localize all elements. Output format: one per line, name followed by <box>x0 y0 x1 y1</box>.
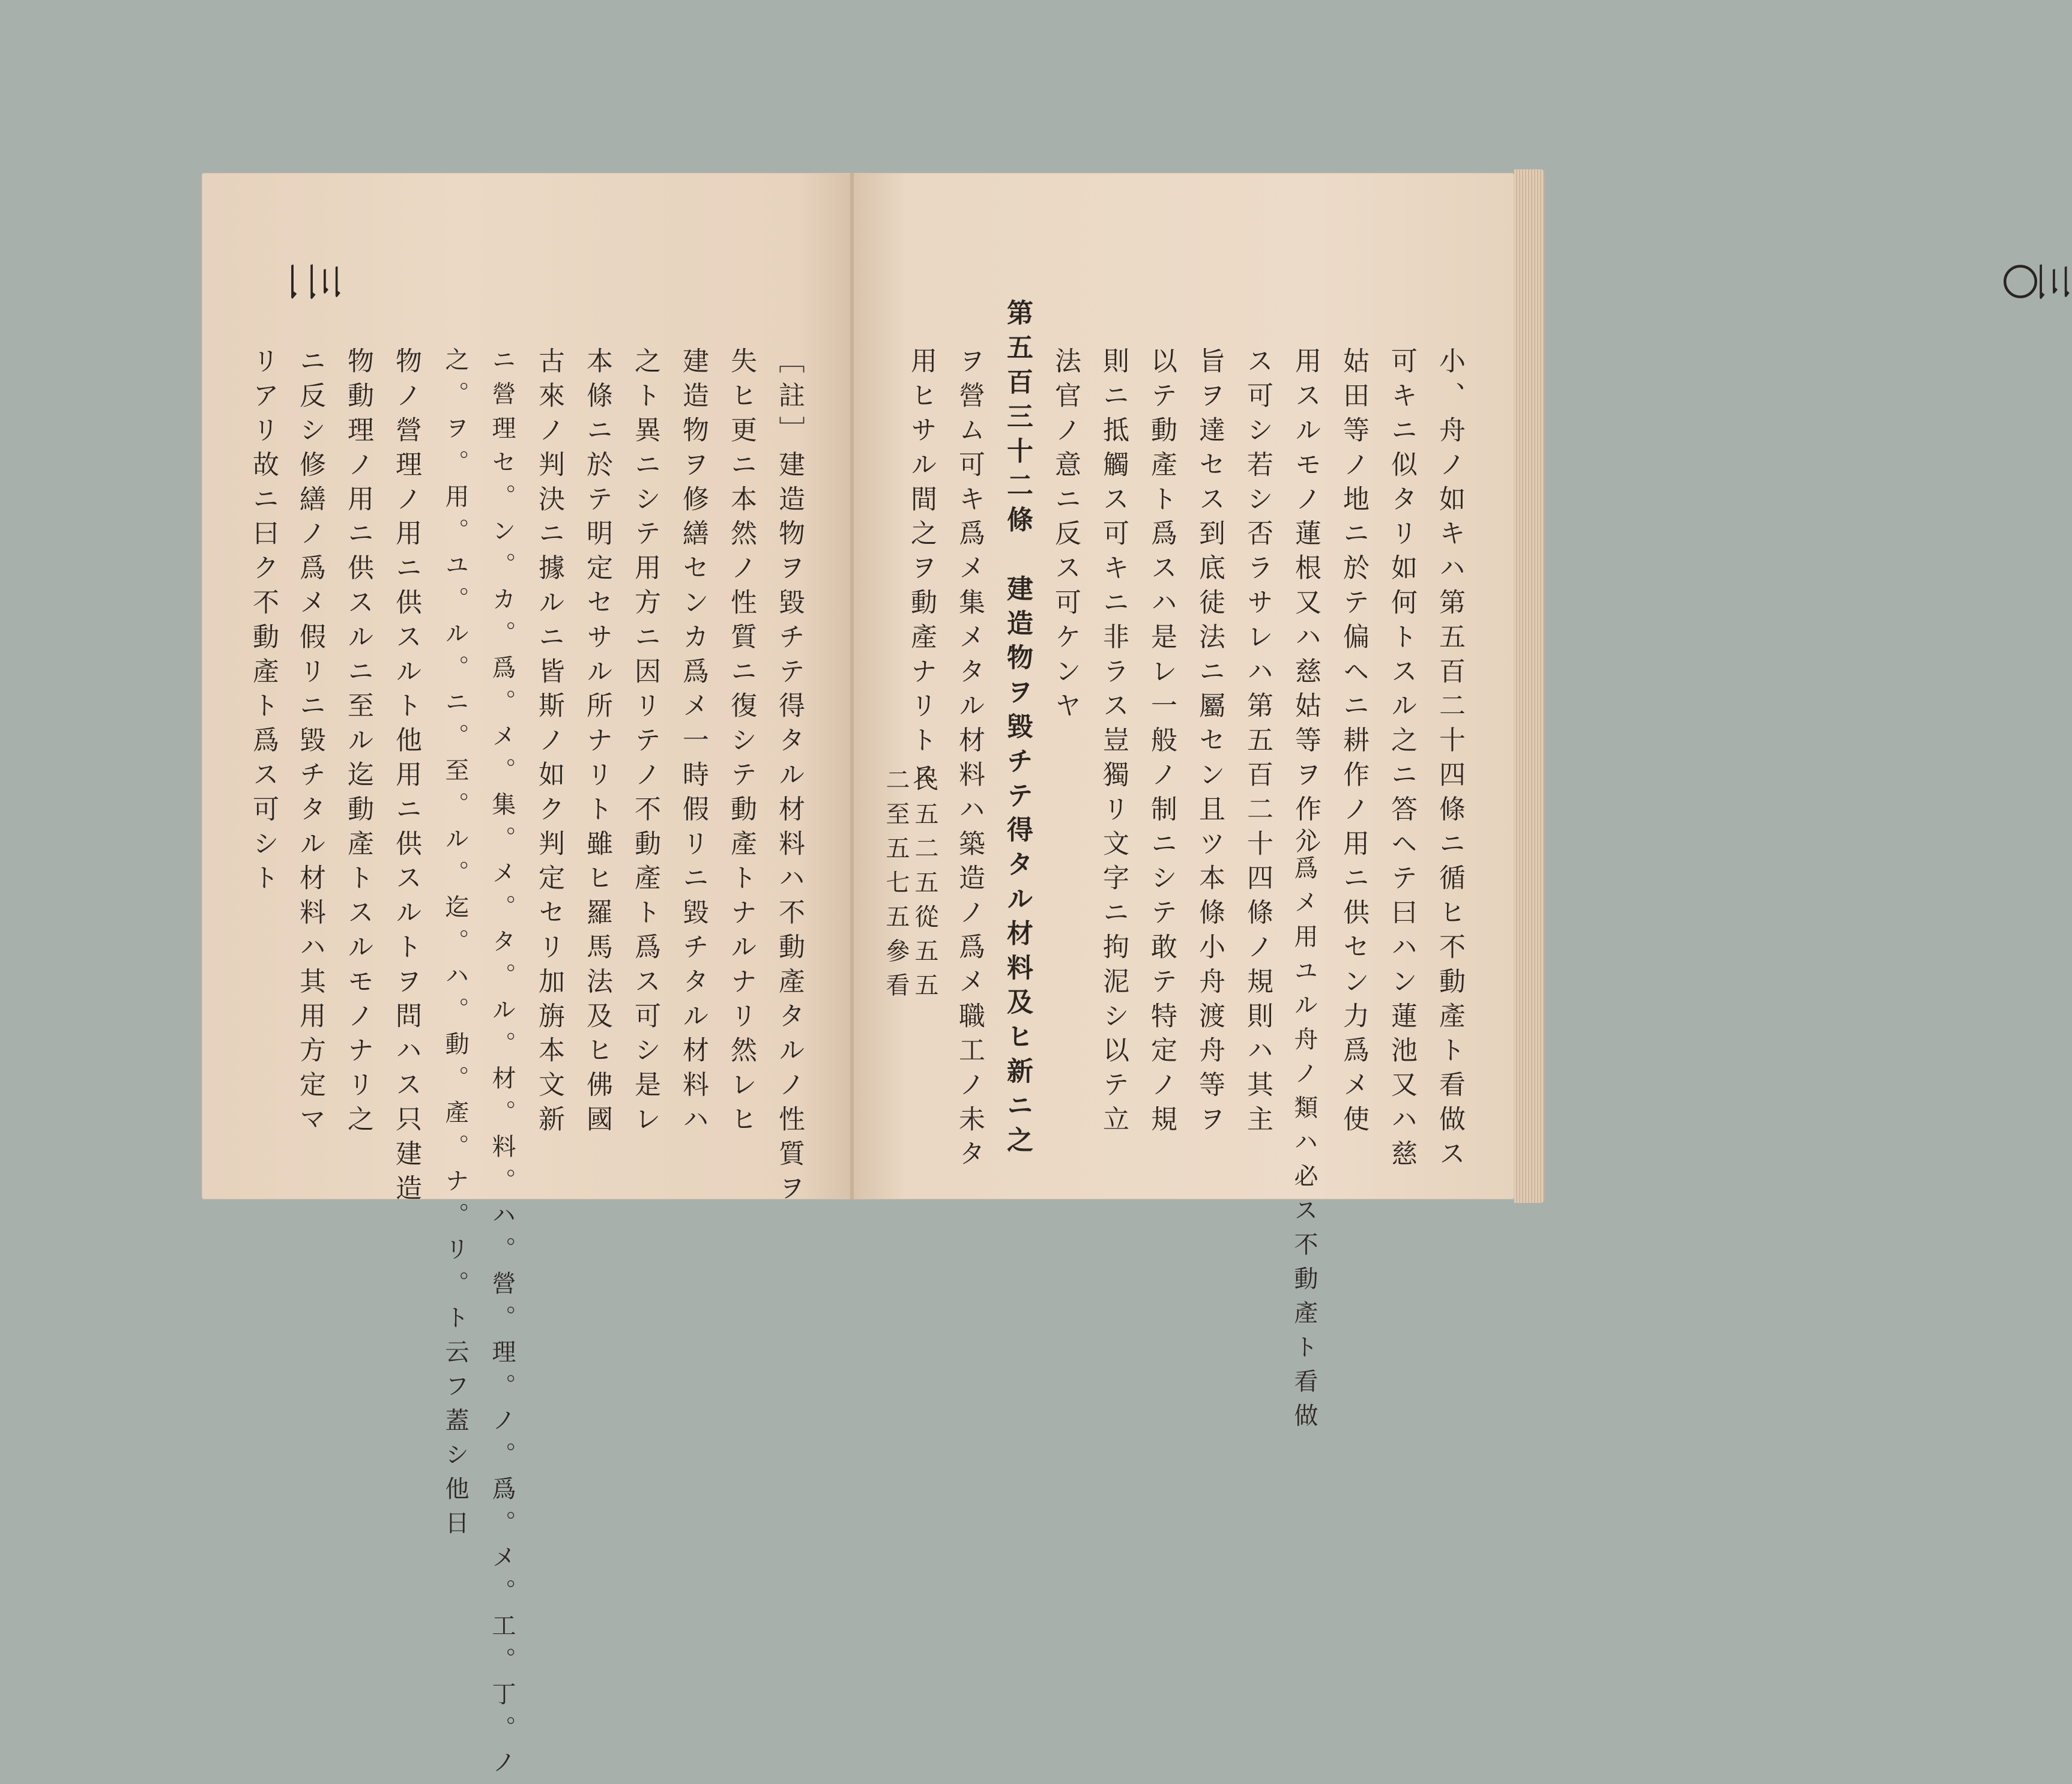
text-column: 小、舟ノ如キハ第五百二十四條ニ循ヒ不動產ト看做ス <box>1434 347 1465 1174</box>
text-column: 失ヒ更ニ本然ノ性質ニ復シテ動產トナルナリ然レヒ <box>726 347 757 1140</box>
right-page <box>854 173 2072 1437</box>
text-column: 以テ動產ト爲スハ是レ一般ノ制ニシテ敢テ特定ノ規 <box>1146 347 1177 1140</box>
text-column: ス可シ若シ否ラサレハ第五百二十四條ノ規則ハ其主 <box>1242 347 1273 1140</box>
text-column: 之ト異ニシテ用方ニ因リテノ不動產ト爲ス可シ是レ <box>630 347 660 1140</box>
text-column: 可キニ似タリ如何トスル之ニ答ヘテ曰ハン蓮池又ハ慈 <box>1386 347 1417 1174</box>
text-column: 則ニ抵觸ス可キニ非ラス豈獨リ文字ニ拘泥シ以テ立 <box>1098 347 1129 1140</box>
text-column: 物動理ノ用ニ供スルニ至ル迄動產トスルモノナリ之 <box>343 347 373 1140</box>
text-column: 物ノ營理ノ用ニ供スルト他用ニ供スルトヲ問ハス只建造 <box>391 347 421 1208</box>
text-column: 本條ニ於テ明定セサル所ナリト雖ヒ羅馬法及ヒ佛國 <box>582 347 612 1140</box>
text-column: 建造物ヲ修繕センカ爲メ一時假リニ毀チタル材料ハ <box>678 347 708 1140</box>
text-column: 古來ノ判決ニ據ルニ皆斯ノ如ク判定セリ加旃本文新 <box>534 347 564 1140</box>
text-column: ［註］建造物ヲ毀チテ得タル材料ハ不動產タルノ性質ヲ <box>774 347 805 1208</box>
text-column: 用ヒサル間之ヲ動產ナリトス <box>906 347 937 795</box>
text-column: 旨ヲ達セス到底徒法ニ屬セン且ツ本條小舟渡舟等ヲ <box>1194 347 1225 1140</box>
text-column: リアリ故ニ曰ク不動產ト爲ス可シト <box>248 347 279 899</box>
open-book <box>202 162 2072 1784</box>
page-number-left: 三一 <box>276 258 343 300</box>
reference-note: 民五二五從五五 <box>911 767 938 1007</box>
text-column: 姑田等ノ地ニ於テ偏ヘニ耕作ノ用ニ供セン力爲メ使 <box>1338 347 1369 1140</box>
text-column: 法官ノ意ニ反ス可ケンヤ <box>1050 347 1081 726</box>
text-column: 之。ヲ。用。ユ。ル。ニ。至。ル。迄。ハ。動。產。ナ。リ。ト云フ蓋シ他日 <box>441 347 469 1544</box>
text-column: 用スルモノ蓮根又ハ慈姑等ヲ作ル <box>1290 347 1321 864</box>
reference-note: 二至五七五參看 <box>882 767 910 1007</box>
page-number-right: 三〇 <box>2005 258 2072 300</box>
text-column-inset: ハ爲メ用ユル舟ノ類ハ必ス不動產ト看做 <box>1290 821 1318 1437</box>
left-page <box>202 173 850 1784</box>
text-column: ヲ營ム可キ爲メ集メタル材料ハ築造ノ爲メ職工ノ未タ <box>954 347 985 1174</box>
page-edges <box>1514 169 1544 1203</box>
text-column: ニ營理セ。ン。カ。爲。メ。集。メ。タ。ル。材。料。ハ。營。理。ノ。爲。メ。工。丁。ノ <box>488 347 516 1784</box>
text-column: ニ反シ修繕ノ爲メ假リニ毀チタル材料ハ其用方定マ <box>295 347 325 1140</box>
article-heading-column: 第五百三十二條 建造物ヲ毀チテ得タル材料及ヒ新ニ之 <box>1002 299 1033 1160</box>
